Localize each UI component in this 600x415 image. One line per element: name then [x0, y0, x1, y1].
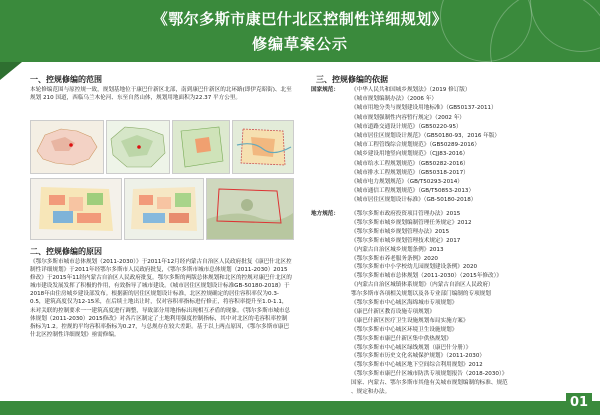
national-item: 《城市工程管线综合规划规范》（GB50289-2016）	[351, 142, 480, 149]
local-item: 《鄂尔多斯市中心城区绿线规划（康巴什分册）》	[351, 344, 472, 351]
local-item: 《内蒙古自治区城乡规划条例》2013	[351, 246, 444, 253]
footer-bar	[0, 401, 600, 415]
page-subtitle: 修编草案公示	[251, 35, 348, 53]
local-item: 《鄂尔多斯市城乡规划编制管理任务规定》2012	[351, 219, 472, 226]
local-item: 《鄂尔多斯市政府投资项目管理办法》2015	[351, 211, 461, 217]
local-item: 鄂尔多斯市各项相关规划以及各专业部门编制的专项规划	[351, 291, 491, 298]
land-use-plan-2	[124, 178, 204, 240]
local-item: 《鄂尔多斯市城乡规划管理技术规定》2017	[351, 237, 461, 244]
header-banner	[0, 0, 600, 62]
local-item: 《内蒙古自治区城镇体系规划》（内蒙古自治区人民政府）	[351, 282, 494, 289]
page-title: 《鄂尔多斯市康巴什北区控制性详细规划》	[152, 10, 448, 28]
local-item: 《鄂尔多斯市康巴什新区集中供热规划》	[351, 335, 452, 342]
local-item: 《鄂尔多斯市中心城区地下空间综合利用规划》2012	[351, 362, 483, 369]
national-item: 《城市给水工程规划规范》（GB50282-2016）	[351, 160, 469, 167]
section-1-body: 本轮修编范围与原控规一致，规划基地位于康巴什新区北部，南到康巴什新区的北环路(即伊克昭街)、北至规划 210 国道，西临乌兰木伦河、东至自然山体，规划用地面积为22.37 平方公里。	[30, 87, 292, 102]
location-map-region	[106, 120, 170, 174]
section-2-body: 《鄂尔多斯市城市总体规划（2011-2030）》于2011年12月经内蒙古自治区人民政府批复《康巴什北区控制性详细规划》于2011年经鄂尔多斯市人民政府批复，《鄂尔多斯市城市总体规划（2011-2030）2015修改》于2015年11经内蒙古自治区人民政府批复。鄂尔多斯的两版总体规划和北区的控规对康巴什北区的城市建设发展发挥了积极的作用，有效指导了城市建设。《城市居住区规划设计标准GB-50180-2018》于2018年由住房城乡建设部发布。根据新的居住区规划设计标准，北区控规确定的居住容积率仅为0.3-0.5，建筑高度仅为12-15米，在后续土地出让时，仅对容积率指标进行修正，将容积率提升至1.0-1.1，未对关联的控制要求一一建筑高度进行调整，导致部分用地指标出现相互矛盾的现象。《鄂尔多斯市城市总体规划（2011-2030）2015修改》对各片区制定了土地利用强度控制指标，其中对北区的毛容积率控制指标为1.2。控规的平均容积率指标为0.27，与总规存在较大差距。基于以上两点原因，《鄂尔多斯市康巴什北区控制性详细规划》亟需修编。	[30, 259, 292, 338]
local-item: 《鄂尔多斯市城乡规划管理办法》2015	[351, 228, 450, 235]
aerial-photo	[206, 178, 294, 240]
national-item: 《城市规划编制办法》（2006 年）	[351, 96, 437, 103]
local-item: 《鄂尔多斯市康巴什区城市防洪专项规划报告（2018-2030）》	[351, 371, 508, 378]
local-standards-label: 地方规范：	[311, 211, 339, 217]
national-item: 《城市居住区规划设计规范》（GB50180-93，2016 年版）	[351, 133, 501, 139]
local-item: 《鄂尔多斯市养老服务条例》2020	[351, 255, 438, 262]
local-item: 、规定和办法。	[351, 389, 391, 395]
national-item: 《城乡建设用地竖向规划规范》（CJJ83-2016）	[351, 151, 469, 158]
national-item: 《城市道路交通设计规范》（GB50220-95）	[351, 123, 462, 130]
location-map-city	[172, 120, 230, 174]
header-fold-left	[0, 62, 22, 80]
section-3-title: 三、控规修编的依据	[316, 75, 388, 84]
national-item: 《城市居住区规划设计标准》（GB-50180-2018）	[351, 197, 477, 204]
section-2-title: 二、控规修编的原因	[30, 247, 102, 256]
location-map-china	[30, 120, 104, 174]
local-item: 《鄂尔多斯市中心城区环境卫生设施规划》	[351, 326, 458, 333]
location-map-site	[232, 120, 294, 174]
local-item: 《鄂尔多斯市城市总体规划（2011-2030）（2015年修改）》	[351, 273, 503, 280]
national-item: 《中华人民共和国城乡规划法》（2019 修订版）	[351, 87, 471, 93]
local-item: 《康巴什新区医疗卫生设施规划布局实施方案》	[351, 317, 469, 324]
national-item: 《城市规划强制性内容暂行规定》（2002 年）	[351, 114, 465, 121]
local-item: 《鄂尔多斯市中心城区海绵城市专项规划》	[351, 300, 458, 306]
national-item: 《城市通信工程规划规范》（GB/T50853-2013）	[351, 188, 475, 195]
page-number: 01	[566, 393, 592, 413]
local-item: 《康巴什新区教育设施专项规划》	[351, 308, 435, 315]
national-standards-label: 国家规范：	[311, 87, 339, 93]
national-item: 《城市用地分类与规划建设用地标准》（GB50137-2011）	[351, 105, 497, 112]
section-1-title: 一、控规修编的范围	[30, 75, 102, 84]
national-item: 《城市排水工程规划规范》（GB50318-2017）	[351, 169, 469, 176]
land-use-plan-1	[30, 178, 122, 240]
local-item: 《鄂尔多斯市历史文化名城保护规划》（2011-2030）	[351, 353, 485, 360]
local-item: 《鄂尔多斯市中小学校幼儿园规划建设条例》2020	[351, 264, 478, 271]
national-item: 《城市电力规划规范》（GB/T50293-2014）	[351, 179, 463, 185]
local-item: 国家、内蒙古、鄂尔多斯市其他有关城市规划编制的标准、规范	[351, 380, 508, 387]
